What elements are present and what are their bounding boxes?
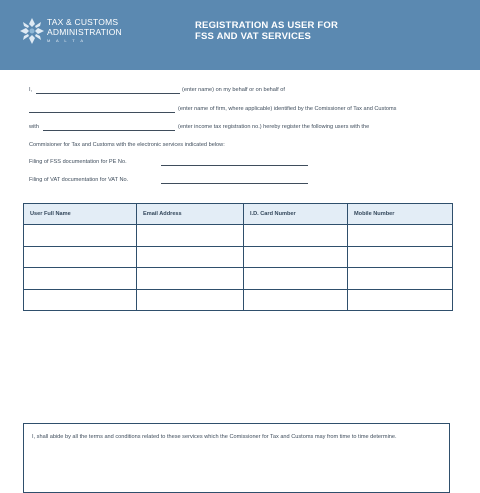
table-row (24, 246, 453, 268)
vat-label: Filing of VAT documentation for VAT No. (29, 177, 129, 183)
table-cell[interactable] (24, 225, 137, 247)
table-cell[interactable] (24, 246, 137, 268)
tax-registration-field[interactable] (43, 130, 175, 131)
terms-box (23, 423, 450, 493)
table-cell[interactable] (348, 246, 453, 268)
table-cell[interactable] (244, 246, 348, 268)
firm-name-field[interactable] (29, 112, 175, 113)
table-row (24, 225, 453, 247)
line4-text: Commisioner for Tax and Customs with the electronic services indicated below: (29, 142, 225, 148)
table-cell[interactable] (348, 225, 453, 247)
fss-pe-number-field[interactable] (161, 165, 308, 166)
table-cell[interactable] (24, 289, 137, 311)
table-cell[interactable] (24, 268, 137, 290)
table-header-row (24, 204, 453, 225)
table-row (24, 268, 453, 290)
line1-prefix: I, (29, 87, 33, 93)
logo-line-3: M A L T A (47, 38, 86, 43)
table-row (24, 289, 453, 311)
vat-number-field[interactable] (161, 183, 308, 184)
table-cell[interactable] (244, 225, 348, 247)
table-cell[interactable] (348, 268, 453, 290)
logo-line-2: ADMINISTRATION (47, 27, 122, 37)
logo-wordmark (47, 17, 122, 45)
line2-suffix: (enter name of firm, where applicable) identified by the Comissioner of Tax and Customs (178, 106, 397, 112)
terms-text: I, shall abide by all the terms and conditions related to these services which the Comissioner for Tax and Customs may from time to time determine. (32, 434, 397, 440)
fss-label: Filing of FSS documentation for PE No. (29, 159, 127, 165)
table-cell[interactable] (137, 225, 244, 247)
name-field[interactable] (36, 93, 180, 94)
table-cell[interactable] (137, 268, 244, 290)
column-header-mobile-number: Mobile Number (348, 204, 453, 225)
column-header-id-card-number: I.D. Card Number (244, 204, 348, 225)
table-cell[interactable] (348, 289, 453, 311)
line3-suffix: (enter income tax registration no.) hereby register the following users with the (178, 124, 370, 130)
table-cell[interactable] (244, 268, 348, 290)
column-header-email-address: Email Address (137, 204, 244, 225)
table-cell[interactable] (244, 289, 348, 311)
tax-customs-logo-icon (20, 18, 44, 44)
title-line-1: REGISTRATION AS USER FOR (195, 20, 339, 31)
table-cell[interactable] (137, 289, 244, 311)
logo-line-1: TAX & CUSTOMS (47, 17, 119, 27)
line3-prefix: with (29, 124, 39, 130)
column-header-user-full-name: User Full Name (24, 204, 137, 225)
users-table (23, 203, 453, 311)
page-header (0, 0, 480, 70)
table-cell[interactable] (137, 246, 244, 268)
line1-suffix: (enter name) on my behalf or on behalf of (182, 87, 285, 93)
title-line-2: FSS AND VAT SERVICES (195, 31, 312, 42)
page-title (195, 20, 338, 42)
